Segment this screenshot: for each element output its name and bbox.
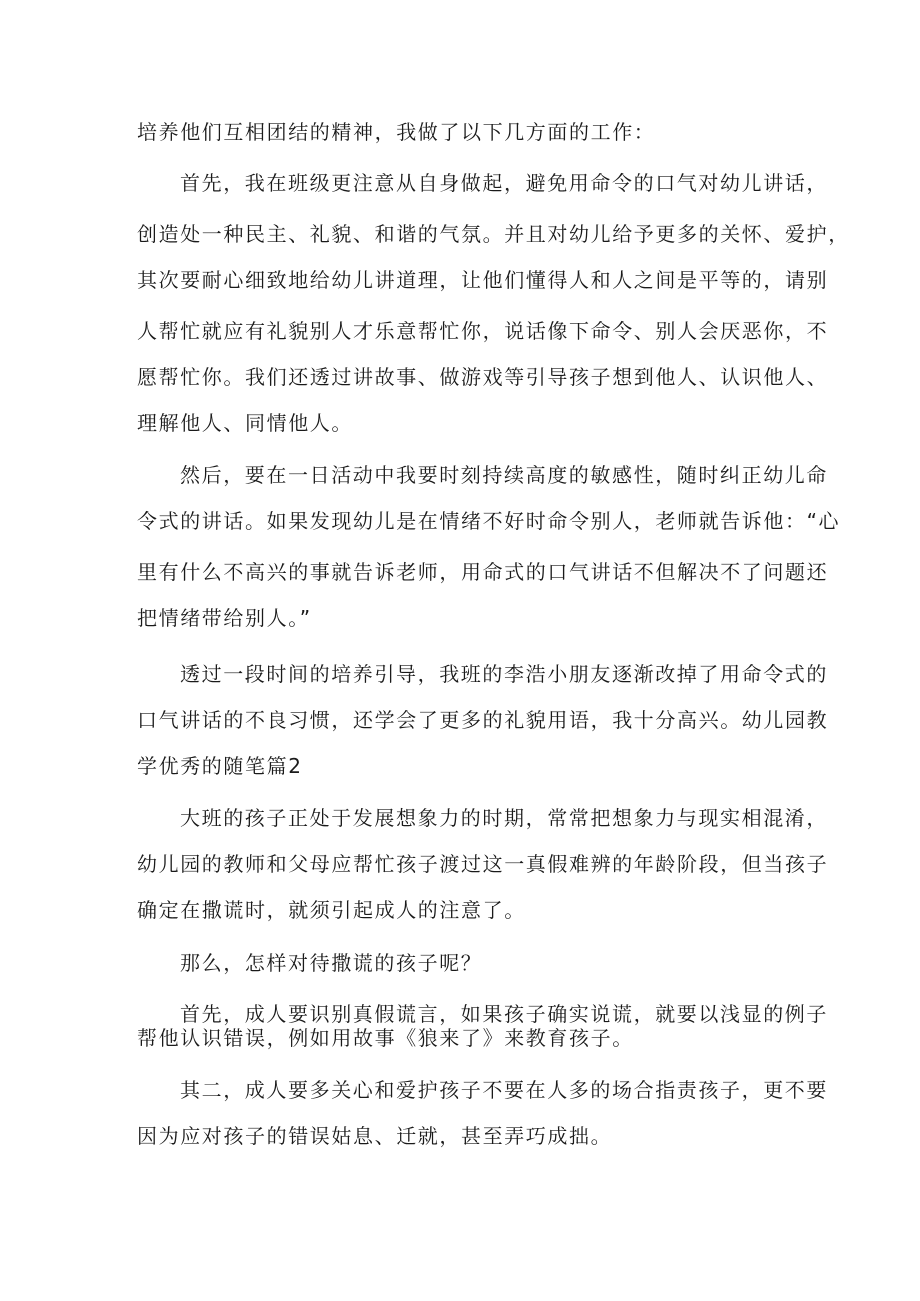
text-line: 首先，成人要识别真假谎言，如果孩子确实说谎，就要以浅显的例子 [180,1002,828,1026]
text-line: 透过一段时间的培养引导，我班的李浩小朋友逐渐改掉了用命令式的 [180,662,828,686]
text-line: 确定在撒谎时，就须引起成人的注意了。 [137,898,526,922]
text-line: 口气讲话的不良习惯，还学会了更多的礼貌用语，我十分高兴。幼儿园教 [137,708,829,732]
text-line: 创造处一种民主、礼貌、和谐的气氛。并且对幼儿给予更多的关怀、爱护， [137,222,850,246]
text-line: 人帮忙就应有礼貌别人才乐意帮忙你，说话像下命令、别人会厌恶你，不 [137,319,829,343]
text-line: 因为应对孩子的错误姑息、迁就，甚至弄巧成拙。 [137,1124,613,1148]
text-line: 然后，要在一日活动中我要时刻持续高度的敏感性，随时纠正幼儿命 [180,463,828,487]
text-line: 那么，怎样对待撒谎的孩子呢？ [180,951,483,975]
text-line: 其二，成人要多关心和爱护孩子不要在人多的场合指责孩子，更不要 [180,1078,828,1102]
text-line: 把情绪带给别人。” [137,606,312,630]
text-line: 令式的讲话。如果发现幼儿是在情绪不好时命令别人，老师就告诉他：“心 [137,509,841,533]
text-line: 首先，我在班级更注意从自身做起，避免用命令的口气对幼儿讲话， [180,171,828,195]
text-line: 其次要耐心细致地给幼儿讲道理，让他们懂得人和人之间是平等的，请别 [137,268,829,292]
text-line: 里有什么不高兴的事就告诉老师，用命式的口气讲话不但解决不了问题还 [137,560,829,584]
text-line: 理解他人、同情他人。 [137,411,353,435]
text-line: 学优秀的随笔篇2 [137,754,303,778]
text-line: 大班的孩子正处于发展想象力的时期，常常把想象力与现实相混淆， [180,806,828,830]
text-line: 培养他们互相团结的精神，我做了以下几方面的工作： [137,120,656,144]
text-line: 幼儿园的教师和父母应帮忙孩子渡过这一真假难辨的年龄阶段，但当孩子 [137,852,829,876]
text-line: 帮他认识错误，例如用故事《狼来了》来教育孩子。 [137,1026,634,1050]
text-line: 愿帮忙你。我们还透过讲故事、做游戏等引导孩子想到他人、认识他人、 [137,365,829,389]
